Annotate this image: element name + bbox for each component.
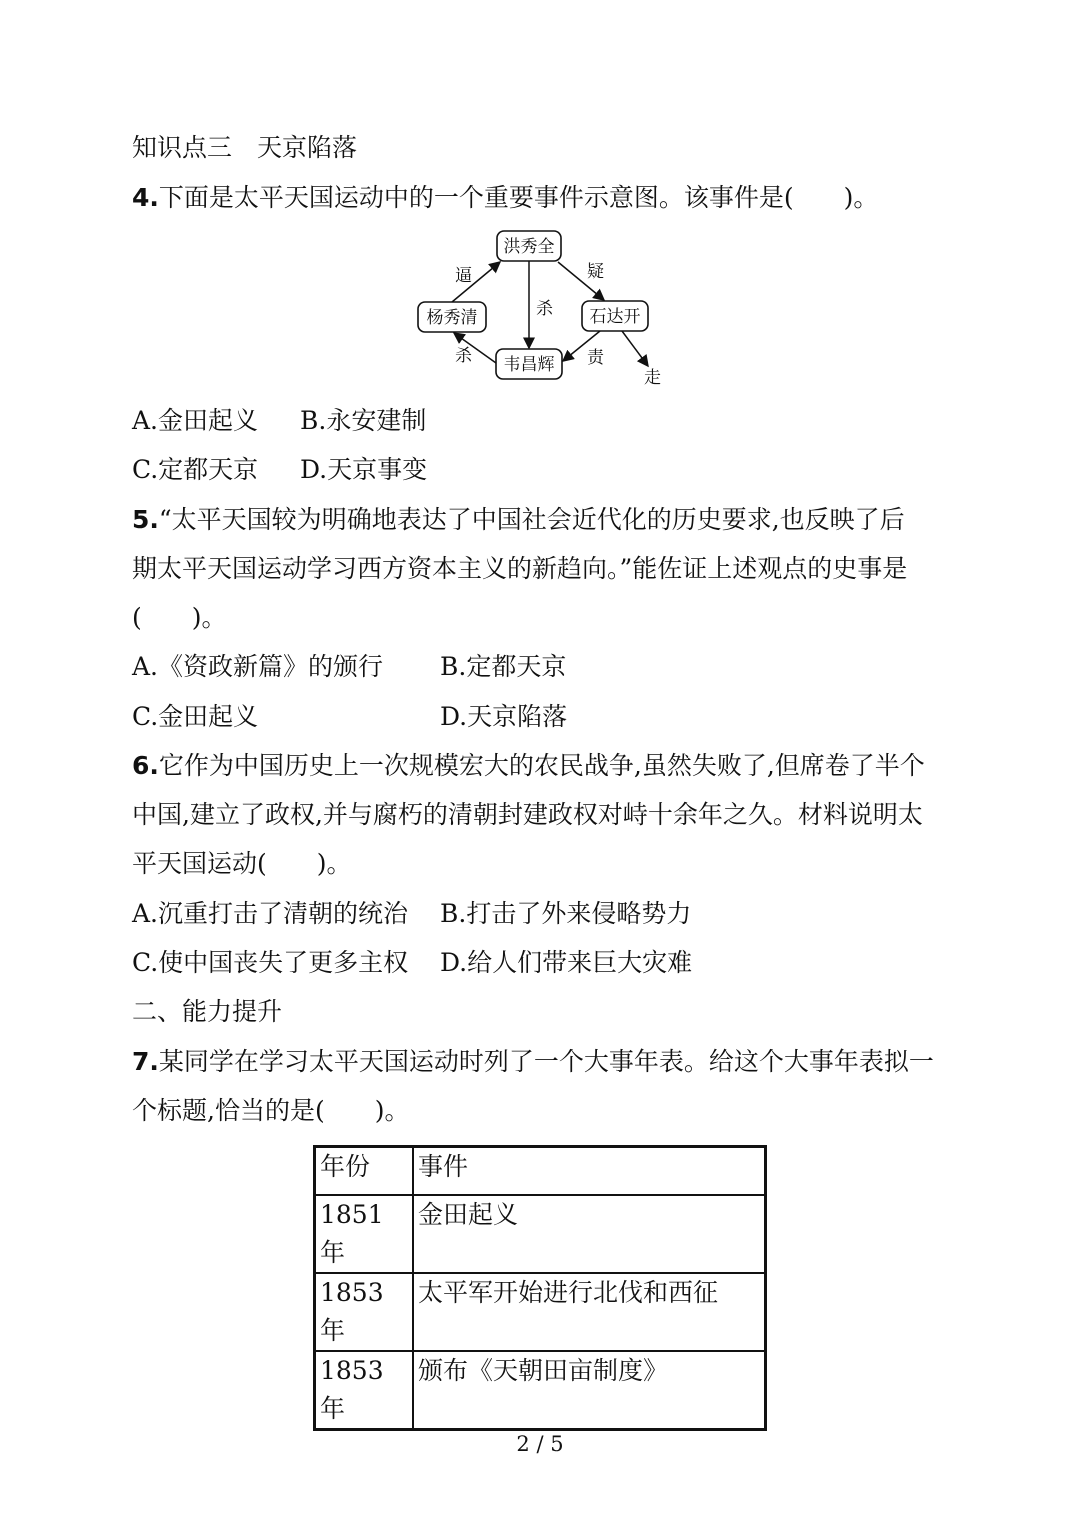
table-header-year: 年份 [315,1147,414,1196]
chronology-table [313,1145,767,1431]
section2-heading: 二、能力提升 [132,997,283,1026]
q6-stem-line-2: 中国,建立了政权,并与腐朽的清朝封建政权对峙十余年之久。材料说明太 [132,800,923,829]
q4-option-d[interactable]: D.天京事变 [300,455,428,484]
q5-number: 5. [132,505,159,534]
label-bi: 逼 [455,266,472,286]
page-number: 2 / 5 [516,1432,564,1456]
table-header-row [315,1147,766,1196]
q4-option-c[interactable]: C.定都天京 [132,455,259,484]
table-cell-year: 1853 年 [315,1273,414,1351]
q6-stem-line-3: 平天国运动( )。 [132,849,352,878]
table-cell-event: 颁布《天朝田亩制度》 [413,1351,766,1430]
q5-option-c[interactable]: C.金田起义 [132,702,259,731]
q6-number: 6. [132,751,159,780]
q5-stem-line-1 [132,503,905,537]
section-heading: 知识点三 天京陷落 [132,133,358,162]
node-wei-changhui: 韦昌辉 [503,355,555,375]
q6-option-c[interactable]: C.使中国丧失了更多主权 [132,948,409,977]
q4-option-a[interactable]: A.金田起义 [132,406,259,435]
table-cell-year: 1851 年 [315,1195,414,1273]
table-cell-event: 太平军开始进行北伐和西征 [413,1273,766,1351]
table-cell-year: 1853 年 [315,1351,414,1430]
q4-option-b[interactable]: B.永安建制 [300,406,427,435]
q7-stem-text-1: 某同学在学习太平天国运动时列了一个大事年表。给这个大事年表拟一 [158,1047,934,1076]
q5-stem-line-3: ( )。 [132,603,227,632]
q6-option-a[interactable]: A.沉重打击了清朝的统治 [132,899,409,928]
label-zou: 走 [644,368,661,388]
q7-number: 7. [132,1047,159,1076]
table-row [315,1273,766,1351]
q4-stem-text: 下面是太平天国运动中的一个重要事件示意图。该事件是( )。 [158,183,879,212]
q4-number: 4. [132,183,159,212]
q5-option-a[interactable]: A.《资政新篇》的颁行 [132,652,384,681]
label-ze: 责 [587,348,604,368]
q6-option-d[interactable]: D.给人们带来巨大灾难 [440,948,693,977]
event-diagram [410,225,670,390]
q5-stem-text-1: “太平天国较为明确地表达了中国社会近代化的历史要求,也反映了后 [158,505,905,534]
label-sha-left: 杀 [455,346,472,366]
table-header-event: 事件 [413,1147,766,1196]
q6-option-b[interactable]: B.打击了外来侵略势力 [440,899,692,928]
q5-option-b[interactable]: B.定都天京 [440,652,567,681]
q5-option-d[interactable]: D.天京陷落 [440,702,568,731]
table-row [315,1195,766,1273]
node-hong-xiuquan: 洪秀全 [503,237,555,257]
q7-stem-line-2: 个标题,恰当的是( )。 [132,1096,410,1125]
q6-stem-line-1 [132,749,925,783]
q4-stem [132,181,878,215]
q5-stem-line-2: 期太平天国运动学习西方资本主义的新趋向。”能佐证上述观点的史事是 [132,554,908,583]
table-cell-event: 金田起义 [413,1195,766,1273]
node-shi-dakai: 石达开 [589,307,641,327]
q7-stem-line-1 [132,1045,934,1079]
arrow-right-away [622,331,648,366]
node-yang-xiuqing: 杨秀清 [426,308,478,328]
label-sha-vertical: 杀 [536,299,553,319]
table-row [315,1351,766,1430]
q6-stem-text-1: 它作为中国历史上一次规模宏大的农民战争,虽然失败了,但席卷了半个 [158,751,925,780]
label-yi: 疑 [587,262,604,282]
